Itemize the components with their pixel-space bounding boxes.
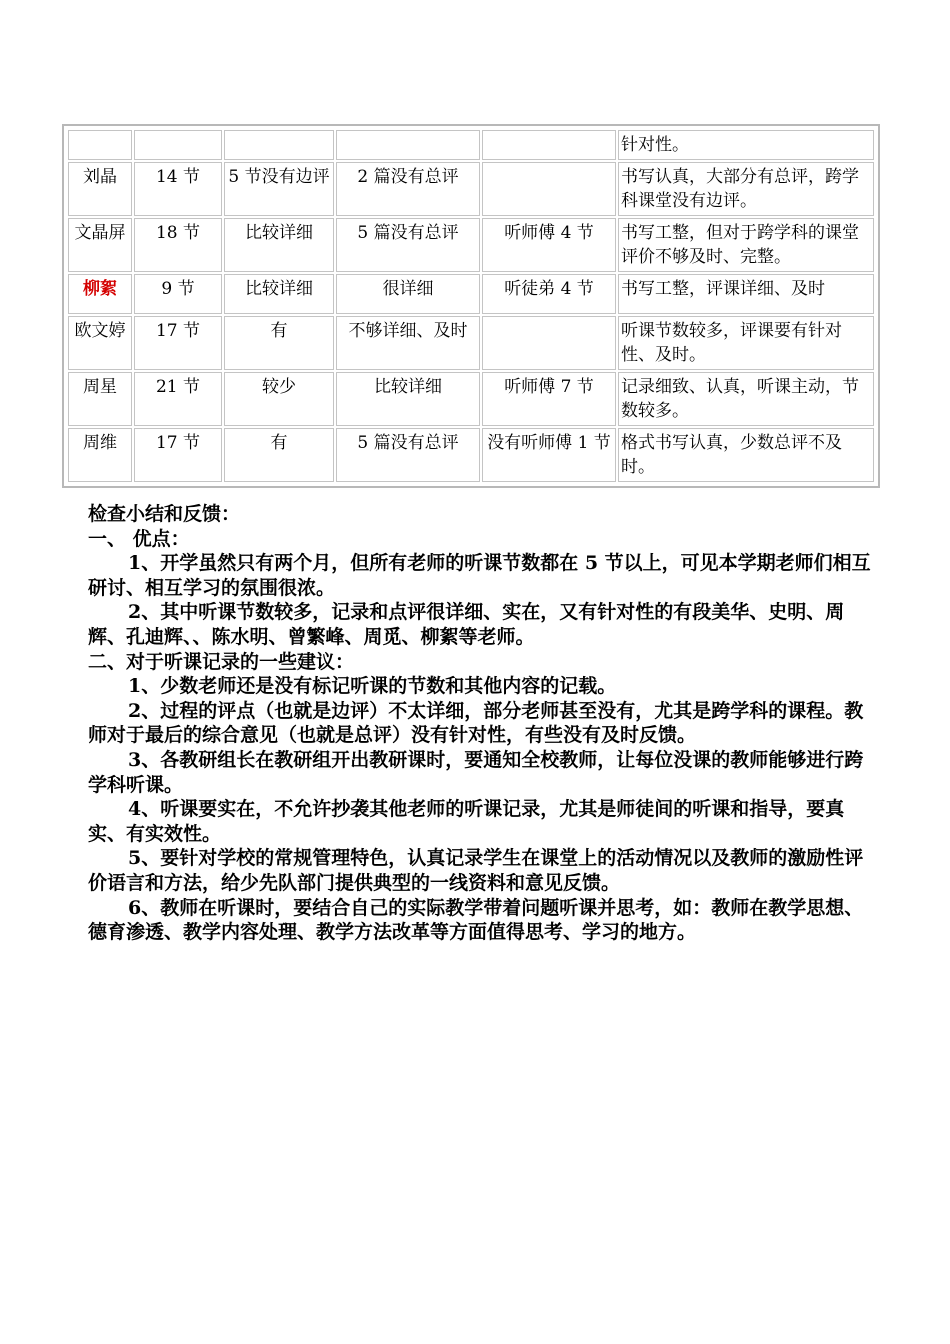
table-row [68,218,874,272]
teacher-name-cell: 欧文婷 [68,316,132,370]
section-2-item: 6、教师在听课时，要结合自己的实际教学带着问题听课并思考，如：教师在教学思想、德育渗透、教学内容处理、教学方法改革等方面值得思考、学习的地方。 [88,896,864,944]
teacher-name-cell: 刘晶 [68,162,132,216]
section-2-item: 4、听课要实在，不允许抄袭其他老师的听课记录，尤其是师徒间的听课和指导，要真实、有实效性。 [88,798,845,845]
teacher-name-cell: 文晶屏 [68,218,132,272]
section-2-item: 2、过程的评点（也就是边评）不太详细，部分老师甚至没有，尤其是跨学科的课程。教师对于最后的综合意见（也就是总评）没有针对性，有些没有及时反馈。 [88,699,864,747]
section-2-item: 5、要针对学校的常规管理特色，认真记录学生在课堂上的活动情况以及教师的激励性评价语言和方法，给少先队部门提供典型的一线资料和意见反馈。 [88,847,864,894]
margin-notes-cell: 较少 [224,372,334,426]
summary-eval-cell [336,130,480,160]
comment-cell: 针对性。 [618,130,874,160]
section-1-title: 一、 优点： [88,527,190,550]
margin-notes-cell [224,130,334,160]
teacher-name-cell: 周维 [68,428,132,482]
section-1-item: 2、其中听课节数较多，记录和点评很详细、实在，又有针对性的有段美华、史明、周辉、孔迪辉、、陈水明、曾繁峰、周觅、柳絮等老师。 [88,601,845,648]
mentoring-cell [482,130,616,160]
summary-eval-cell: 2 篇没有总评 [336,162,480,216]
mentoring-cell [482,162,616,216]
lesson-count-cell: 18 节 [134,218,222,272]
section-1-item: 1、开学虽然只有两个月，但所有老师的听课节数都在 5 节以上，可见本学期老师们相互研讨、相互学习的氛围很浓。 [88,552,871,599]
teacher-name-cell-highlighted: 柳絮 [68,274,132,314]
table-row [68,316,874,370]
section-2-item: 3、各教研组长在教研组开出教研课时，要通知全校教师，让每位没课的教师能够进行跨学科听课。 [88,748,864,796]
summary-eval-cell: 5 篇没有总评 [336,218,480,272]
lesson-count-cell: 17 节 [134,428,222,482]
comment-cell: 记录细致、认真，听课主动，节数较多。 [618,372,874,426]
mentoring-cell: 听师傅 7 节 [482,372,616,426]
lesson-count-cell [134,130,222,160]
summary-eval-cell: 比较详细 [336,372,480,426]
margin-notes-cell: 有 [224,316,334,370]
mentoring-cell: 听师傅 4 节 [482,218,616,272]
margin-notes-cell: 5 节没有边评 [224,162,334,216]
comment-cell: 听课节数较多，评课要有针对性、及时。 [618,316,874,370]
table-row [68,372,874,426]
lesson-count-cell: 17 节 [134,316,222,370]
margin-notes-cell: 比较详细 [224,274,334,314]
teacher-name-cell [68,130,132,160]
table-row [68,428,874,482]
section-2-title: 二、对于听课记录的一些建议： [88,650,355,673]
record-table [66,128,876,484]
summary-eval-cell: 不够详细、及时 [336,316,480,370]
table-row [68,162,874,216]
mentoring-cell: 没有听师傅 1 节 [482,428,616,482]
summary-feedback-section [88,502,878,945]
lesson-count-cell: 21 节 [134,372,222,426]
margin-notes-cell: 比较详细 [224,218,334,272]
teacher-name-cell: 周星 [68,372,132,426]
lesson-count-cell: 9 节 [134,274,222,314]
comment-cell: 书写工整，评课详细、及时 [618,274,874,314]
lesson-count-cell: 14 节 [134,162,222,216]
summary-eval-cell: 很详细 [336,274,480,314]
table-row [68,274,874,314]
comment-cell: 格式书写认真，少数总评不及时。 [618,428,874,482]
listening-record-table [62,124,880,488]
mentoring-cell: 听徒弟 4 节 [482,274,616,314]
section-2-item: 1、少数老师还是没有标记听课的节数和其他内容的记载。 [128,675,617,698]
comment-cell: 书写工整，但对于跨学科的课堂评价不够及时、完整。 [618,218,874,272]
mentoring-cell [482,316,616,370]
table-row [68,130,874,160]
summary-heading: 检查小结和反馈： [88,503,241,525]
summary-eval-cell: 5 篇没有总评 [336,428,480,482]
margin-notes-cell: 有 [224,428,334,482]
comment-cell: 书写认真，大部分有总评，跨学科课堂没有边评。 [618,162,874,216]
